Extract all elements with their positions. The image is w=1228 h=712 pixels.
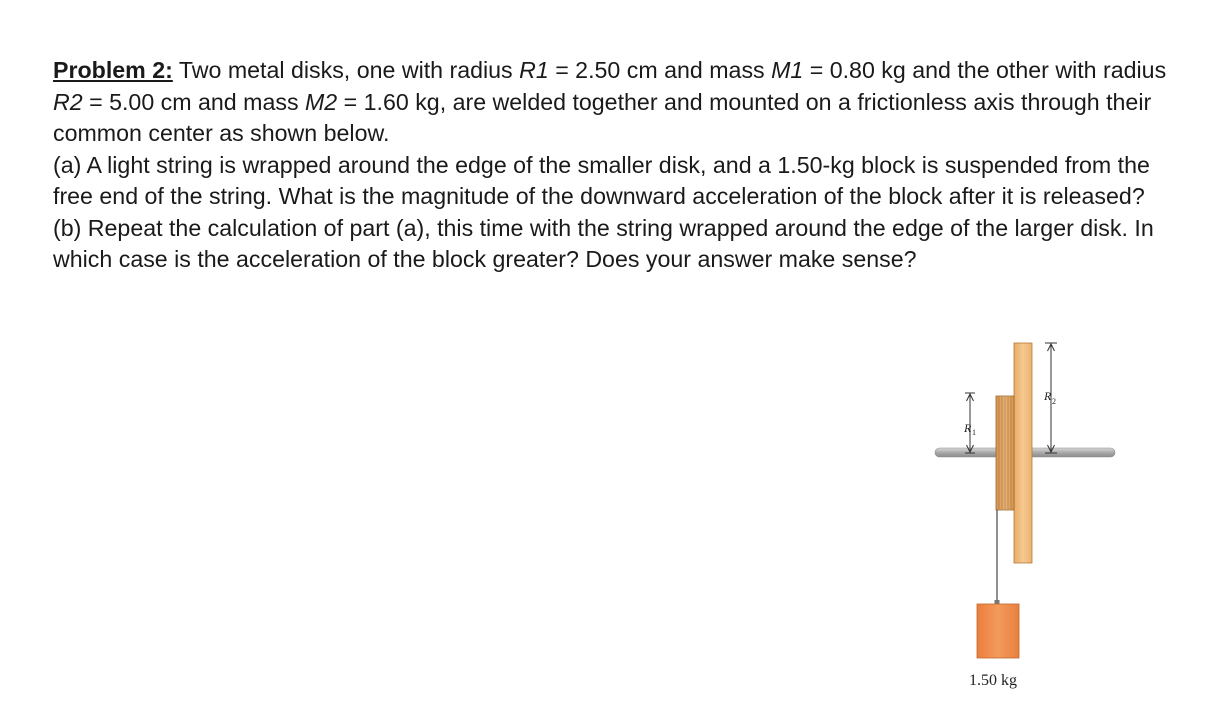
problem-statement [53, 55, 1173, 276]
intro-text-5: = 1.60 kg, are welded together and mounted on a frictionless axis through their common center as shown below. [53, 88, 1152, 146]
part-a-paragraph: (a) A light string is wrapped around the edge of the smaller disk, and a 1.50-kg block is suspended from the free end of the string. What is the magnitude of the downward acceleration of the block after it is released? [53, 151, 1150, 209]
intro-text-3: = 0.80 kg and the other with radius [803, 57, 1167, 83]
var-r2: R2 [53, 88, 83, 115]
large-disk [1014, 343, 1032, 563]
intro-text-2: = 2.50 cm and mass [548, 57, 772, 83]
part-b-paragraph: (b) Repeat the calculation of part (a), this time with the string wrapped around the edge of the larger disk. In which case is the acceleration of the block greater? Does your answer make sense? [53, 214, 1154, 272]
intro-text-4: = 5.00 cm and mass [82, 88, 305, 115]
intro-text-1: Two metal disks, one with radius [172, 57, 520, 83]
var-r1: R1 [519, 57, 549, 83]
r1-label-subscript: 1 [972, 428, 976, 437]
hanging-block [977, 604, 1019, 658]
var-m1: M1 [771, 57, 804, 83]
r2-label: R [1044, 389, 1052, 403]
r2-label-subscript: 2 [1052, 397, 1056, 406]
disk-diagram-svg [925, 335, 1125, 705]
problem-label: Problem 2: [53, 57, 173, 83]
small-disk [996, 396, 1014, 510]
hanging-string [995, 510, 1000, 604]
disk-diagram [925, 335, 1125, 705]
problem-intro-paragraph [53, 55, 1173, 150]
r1-label: R [964, 421, 972, 435]
block-mass-label: 1.50 kg [969, 672, 1017, 689]
var-m2: M2 [304, 88, 338, 115]
